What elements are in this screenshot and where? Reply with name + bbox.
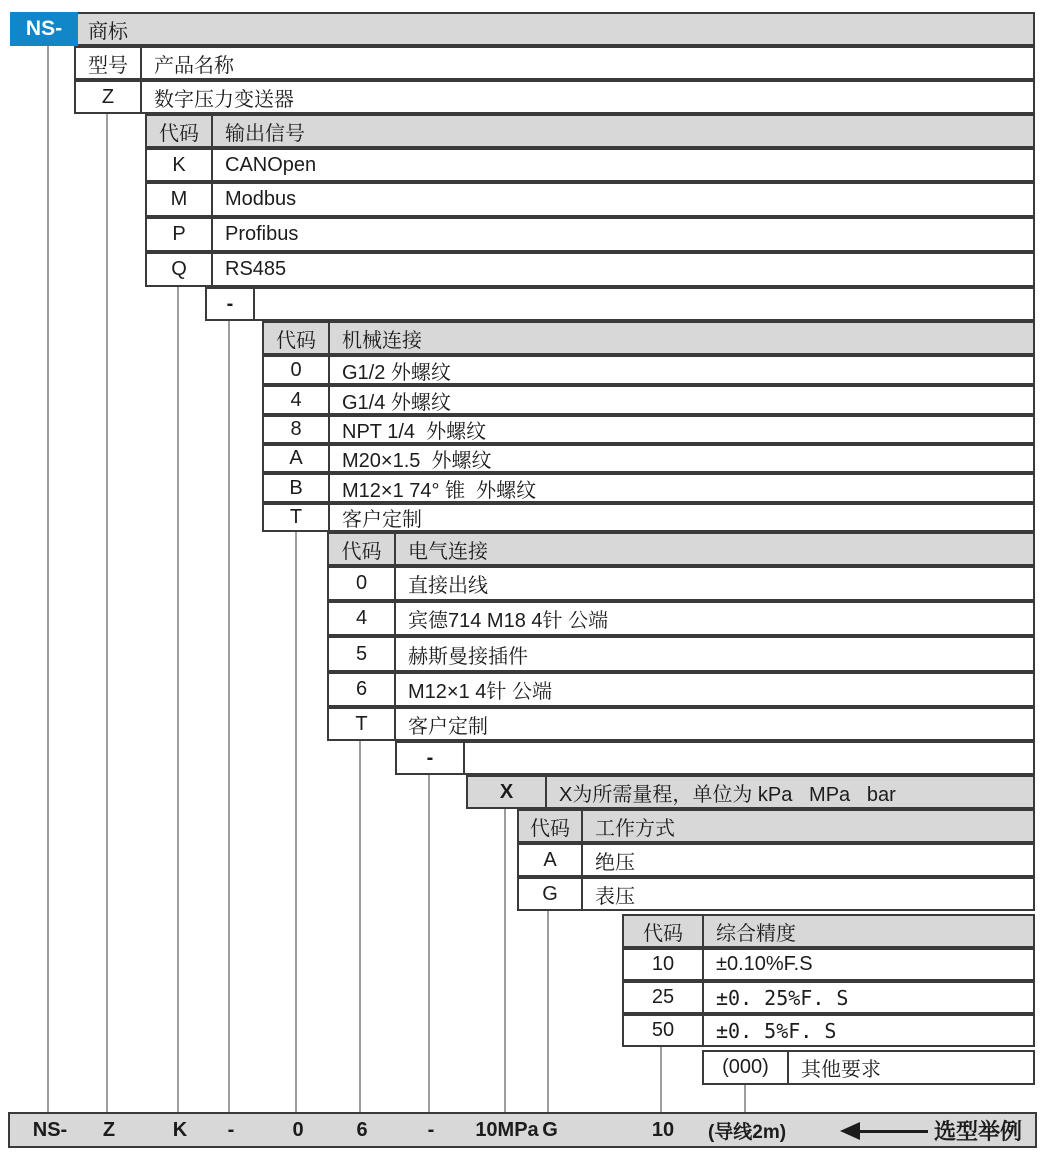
- desc-cell: G1/4 外螺纹: [342, 391, 451, 413]
- table-row: [327, 601, 1035, 636]
- code-cell: 4: [329, 603, 396, 634]
- example-item: G: [542, 1118, 558, 1141]
- example-item: Z: [102, 1118, 116, 1141]
- code-cell: 0: [329, 568, 396, 599]
- brand-prefix-box: [10, 12, 78, 46]
- code-cell: (000): [704, 1052, 789, 1083]
- code-cell: T: [264, 505, 330, 530]
- col-header-code: 代码: [329, 534, 396, 564]
- example-item: NS-: [32, 1118, 68, 1141]
- desc-cell: 宾德714 M18 4针 公端: [408, 610, 609, 632]
- desc-cell: 绝压: [595, 851, 635, 874]
- connector-line: [359, 741, 361, 1112]
- code-cell: T: [329, 709, 396, 739]
- desc-cell: Modbus: [225, 188, 297, 210]
- code-cell: 25: [624, 983, 704, 1012]
- code-cell: 50: [624, 1016, 704, 1045]
- code-cell: A: [519, 845, 583, 875]
- mech-connection-header: [262, 321, 1035, 355]
- table-row: [262, 473, 1035, 503]
- desc-cell: 其他要求: [801, 1059, 881, 1081]
- desc-cell: 赫斯曼接插件: [408, 645, 528, 668]
- arrow-line: [858, 1130, 928, 1133]
- connector-line: [228, 321, 230, 1112]
- table-row: [262, 355, 1035, 385]
- desc-cell: ±0.10%F.S: [716, 953, 813, 975]
- table-row: [327, 707, 1035, 741]
- desc-cell: 直接出线: [408, 575, 488, 597]
- model-row: [74, 80, 1035, 114]
- desc-cell: Profibus: [225, 223, 299, 245]
- col-header-desc: 综合精度: [716, 922, 796, 945]
- connector-line: [547, 911, 549, 1112]
- desc-cell: 客户定制: [342, 509, 422, 530]
- connector-line: [106, 114, 108, 1112]
- model-col-name: 产品名称: [154, 54, 234, 77]
- dash-cell: -: [397, 743, 465, 773]
- work-mode-header: [517, 809, 1035, 843]
- table-row: [262, 415, 1035, 444]
- table-row: [262, 503, 1035, 532]
- brand-label: 商标: [88, 20, 128, 43]
- arrow-left-icon: [840, 1122, 860, 1140]
- table-row: [517, 877, 1035, 911]
- col-header-desc: 机械连接: [342, 329, 422, 352]
- table-row: [145, 217, 1035, 252]
- code-cell: 4: [264, 387, 330, 413]
- code-cell: 0: [264, 357, 330, 383]
- desc-cell: M12×1 74° 锥 外螺纹: [342, 479, 537, 501]
- table-row: [622, 948, 1035, 981]
- table-row: [327, 566, 1035, 601]
- connector-line: [295, 532, 297, 1112]
- desc-cell: NPT 1/4 外螺纹: [342, 421, 487, 442]
- col-header-code: 代码: [264, 323, 330, 353]
- connector-line: [428, 775, 430, 1112]
- example-item: -: [427, 1118, 435, 1141]
- code-cell: K: [147, 150, 213, 180]
- col-header-desc: 电气连接: [408, 540, 488, 563]
- code-cell: A: [264, 446, 330, 471]
- table-row: [327, 672, 1035, 707]
- desc-cell: CANOpen: [225, 153, 317, 176]
- table-row: [622, 1014, 1035, 1047]
- range-row: [466, 775, 1035, 809]
- example-label: 选型举例: [934, 1118, 1023, 1144]
- desc-cell: 表压: [595, 885, 635, 908]
- code-cell: 6: [329, 674, 396, 705]
- output-signal-header: [145, 114, 1035, 148]
- table-row: [145, 182, 1035, 217]
- code-cell: 5: [329, 638, 396, 670]
- connector-line: [177, 287, 179, 1112]
- example-item: K: [172, 1118, 188, 1141]
- table-row: [327, 636, 1035, 672]
- desc-cell: ±0. 25%F. S: [716, 985, 849, 1010]
- accuracy-other-row: [702, 1050, 1035, 1085]
- table-row: [262, 444, 1035, 473]
- col-header-code: 代码: [519, 811, 583, 841]
- example-item: 10: [651, 1118, 675, 1141]
- desc-cell: RS485: [225, 258, 287, 280]
- connector-line: [47, 46, 49, 1112]
- brand-prefix: NS-: [25, 17, 63, 40]
- model-header-row: [74, 46, 1035, 80]
- range-desc: X为所需量程，单位为 kPa MPa bar: [559, 783, 896, 806]
- col-header-code: 代码: [147, 116, 213, 146]
- example-bar: [8, 1112, 1037, 1148]
- table-row: [145, 148, 1035, 182]
- model-code: Z: [76, 82, 142, 112]
- empty-cell: [465, 743, 1033, 773]
- desc-cell: M12×1 4针 公端: [408, 681, 552, 703]
- example-item: -: [227, 1118, 235, 1141]
- range-code: X: [468, 777, 547, 807]
- example-item: 6: [356, 1118, 368, 1141]
- table-row: [145, 252, 1035, 287]
- table-row: [262, 385, 1035, 415]
- dash-cell: -: [207, 289, 255, 319]
- connector-line: [660, 1047, 662, 1112]
- code-cell: 10: [624, 950, 704, 979]
- elec-connection-header: [327, 532, 1035, 566]
- col-header-desc: 工作方式: [595, 817, 675, 840]
- connector-line: [744, 1085, 746, 1112]
- model-col-code: 型号: [76, 48, 142, 78]
- dash-separator-row: [395, 741, 1035, 775]
- desc-cell: 客户定制: [408, 715, 488, 738]
- example-item: (导线2m): [707, 1121, 787, 1143]
- col-header-code: 代码: [624, 916, 704, 946]
- empty-cell: [255, 289, 1033, 319]
- code-cell: M: [147, 184, 213, 215]
- example-item: 0: [292, 1118, 304, 1141]
- example-item: 10MPa: [475, 1118, 539, 1141]
- desc-cell: ±0. 5%F. S: [716, 1018, 837, 1043]
- code-cell: B: [264, 475, 330, 501]
- code-cell: Q: [147, 254, 213, 285]
- desc-cell: G1/2 外螺纹: [342, 361, 451, 383]
- col-header-desc: 输出信号: [225, 122, 305, 145]
- code-cell: G: [519, 879, 583, 909]
- model-name: 数字压力变送器: [154, 88, 294, 111]
- code-cell: P: [147, 219, 213, 250]
- table-row: [622, 981, 1035, 1014]
- brand-label-row: [76, 12, 1035, 46]
- code-cell: 8: [264, 417, 330, 442]
- connector-line: [504, 809, 506, 1112]
- table-row: [517, 843, 1035, 877]
- desc-cell: M20×1.5 外螺纹: [342, 450, 492, 471]
- accuracy-header: [622, 914, 1035, 948]
- dash-separator-row: [205, 287, 1035, 321]
